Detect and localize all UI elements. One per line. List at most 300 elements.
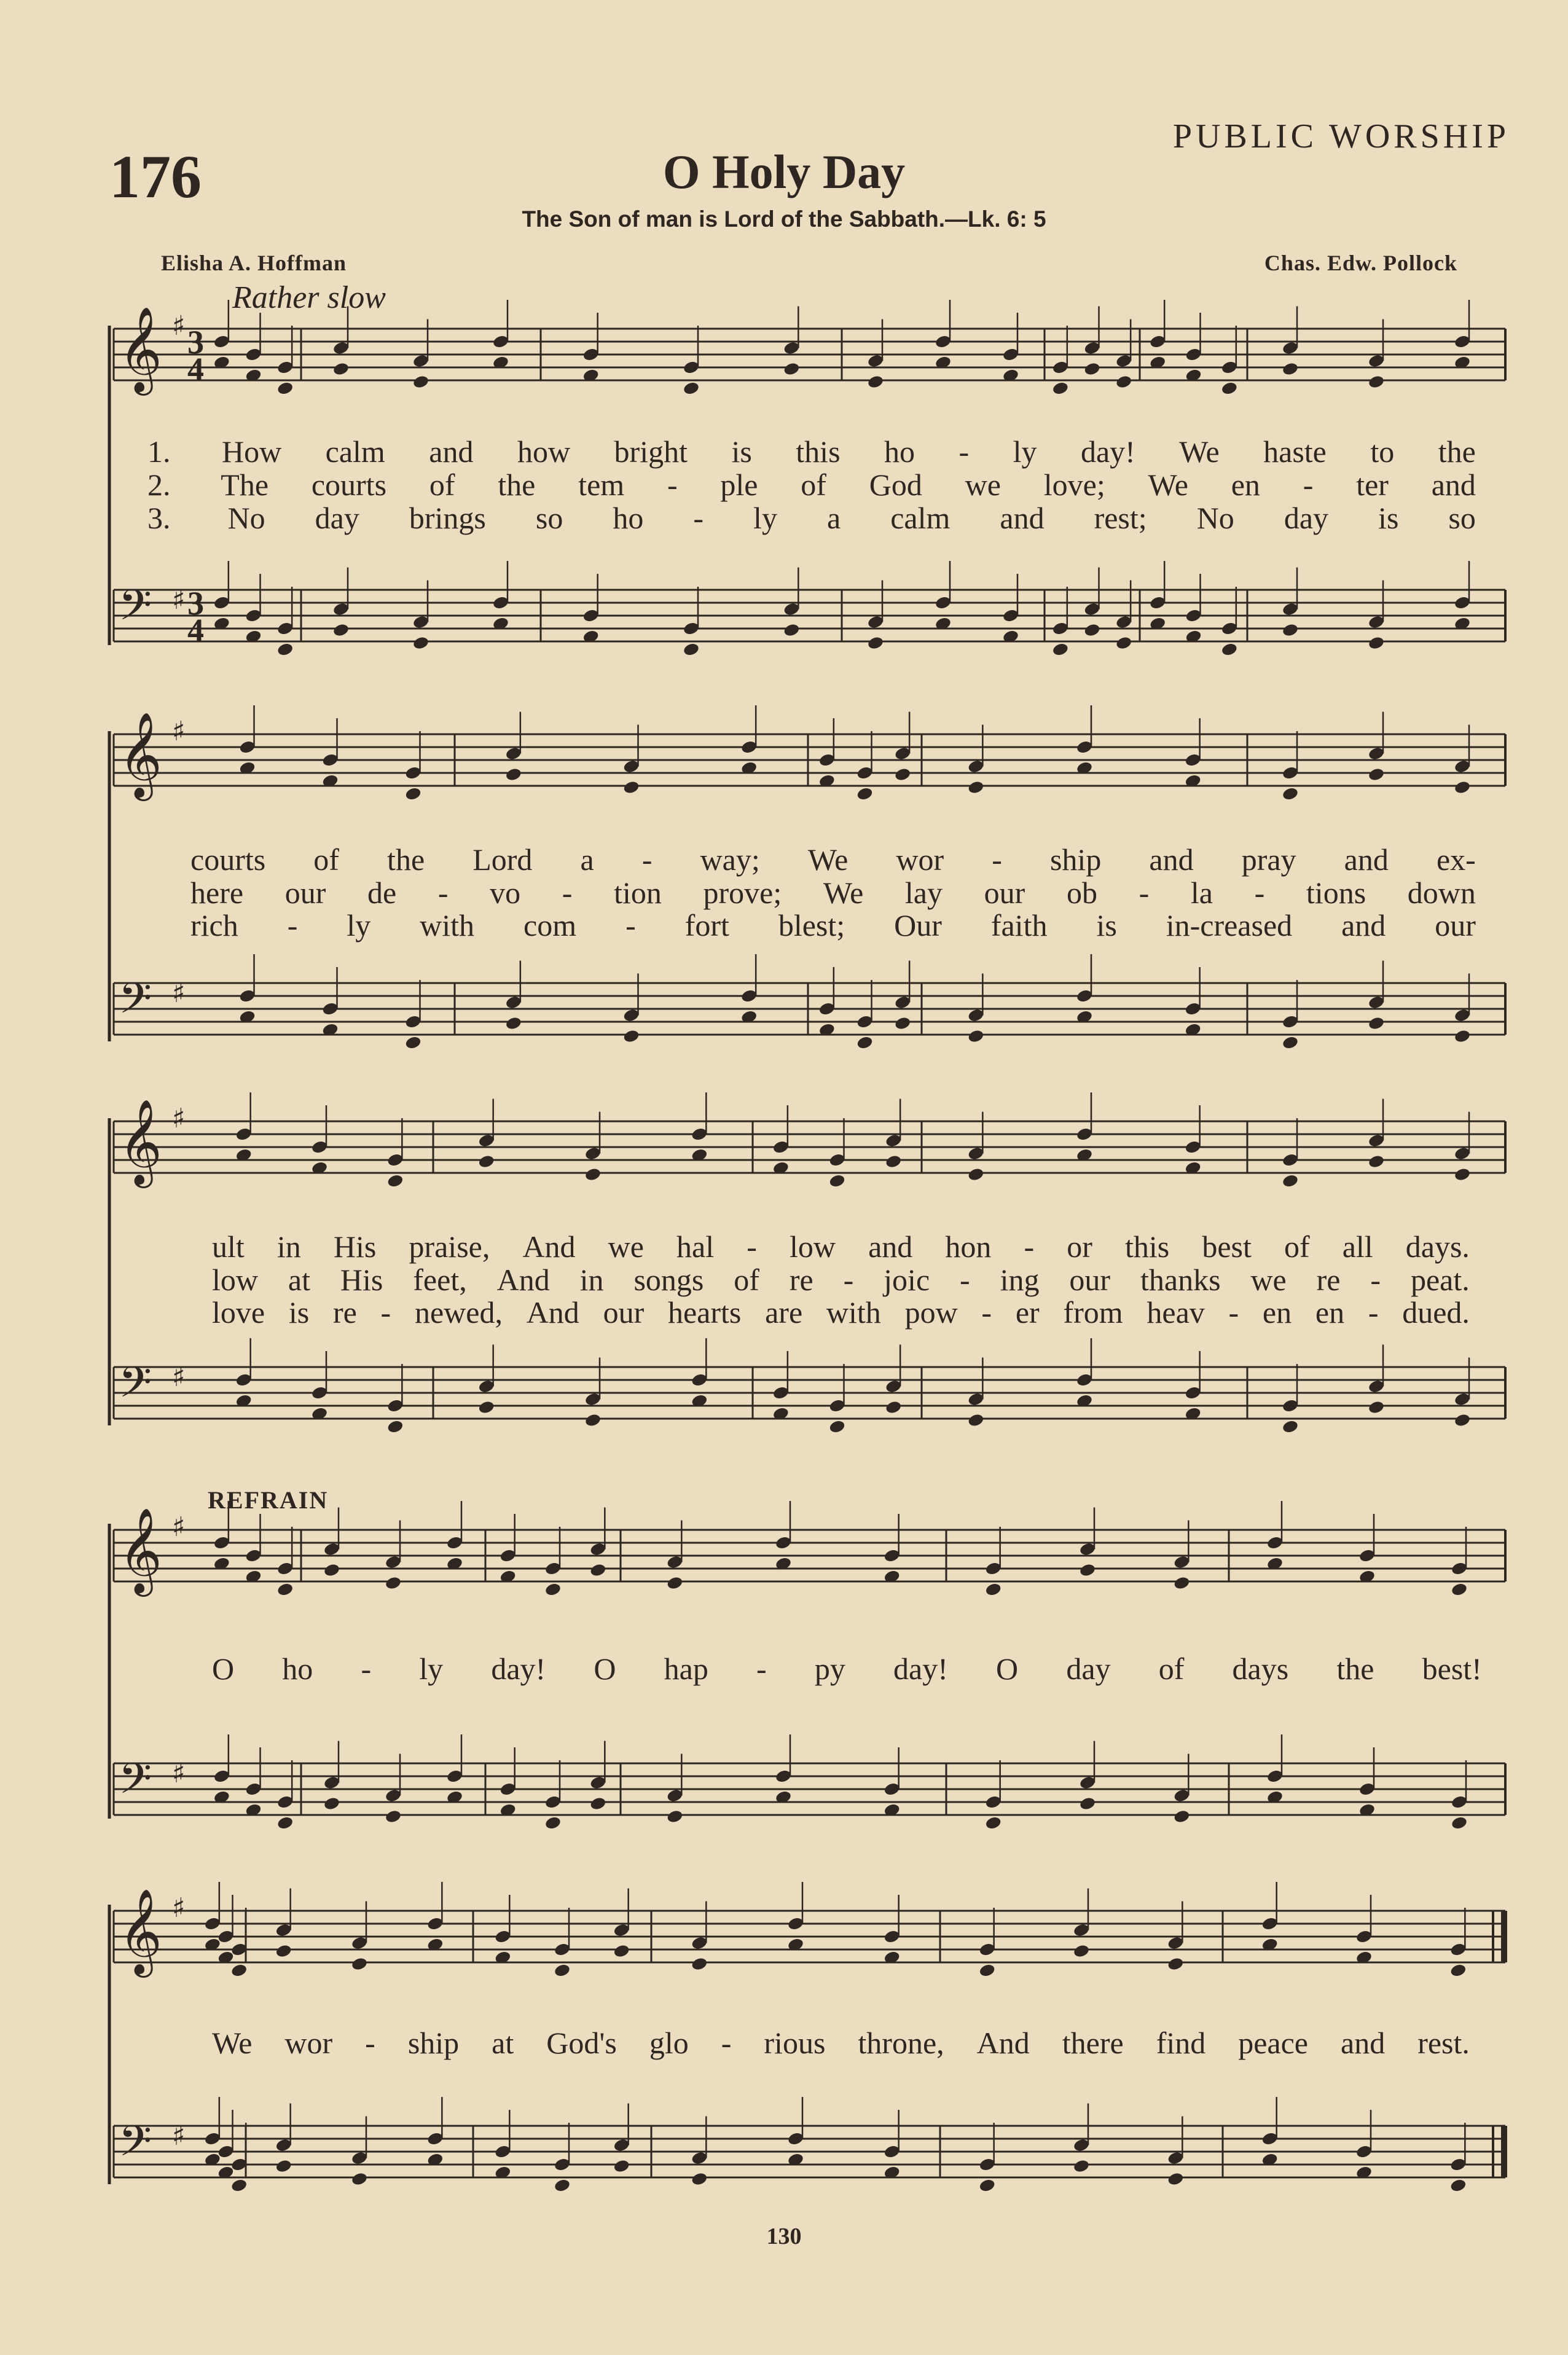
sharp-icon: ♯ <box>172 978 186 1009</box>
lyric-syllable: faith <box>990 908 1048 942</box>
note-head <box>544 1816 562 1830</box>
lyric-line <box>190 907 1476 943</box>
note-head <box>275 1943 292 1958</box>
lyric-syllable: joic <box>884 1263 930 1297</box>
lyric-syllable: We <box>823 876 864 910</box>
note-head <box>554 1963 571 1978</box>
lyric-syllable: ho <box>613 501 644 535</box>
note-head <box>1052 381 1069 396</box>
lyric-syllable: - <box>361 1652 372 1686</box>
lyric-syllable: our <box>1069 1263 1111 1297</box>
lyric-syllable: en <box>1262 1295 1292 1330</box>
note-head <box>1282 1174 1299 1188</box>
lyric-syllable: And <box>526 1295 579 1330</box>
time-signature: 3 <box>187 324 204 361</box>
note-head <box>1368 635 1385 650</box>
lyric-syllable: ship <box>407 2026 460 2060</box>
lyric-syllable: ho <box>884 434 915 469</box>
note-head <box>1282 1035 1299 1050</box>
lyric-syllable: - <box>287 908 298 942</box>
lyric-syllable: best! <box>1422 1652 1482 1686</box>
bass-clef-icon: 𝄢 <box>119 2116 152 2176</box>
note-head <box>613 2158 630 2173</box>
lyric-syllable: and <box>1431 468 1476 502</box>
note-head <box>1115 374 1132 389</box>
bass-clef-icon: 𝄢 <box>119 973 152 1033</box>
note-head <box>1221 642 1238 657</box>
lyric-syllable: or <box>1067 1229 1092 1264</box>
tempo-marking: Rather slow <box>232 280 386 315</box>
lyric-syllable: to <box>1370 434 1395 469</box>
note-head <box>967 1413 984 1427</box>
lyric-syllable: His <box>333 1229 377 1264</box>
lyric-syllable: - <box>562 876 573 910</box>
lyric-syllable: low <box>789 1229 836 1264</box>
note-head <box>984 1582 1002 1597</box>
lyric-syllable: with <box>420 908 475 942</box>
lyric-syllable: feet, <box>413 1263 467 1297</box>
lyric-syllable: haste <box>1263 434 1327 469</box>
lyric-syllable: of <box>429 468 455 502</box>
time-signature: 4 <box>187 612 204 649</box>
lyric-syllable: our <box>1435 908 1476 942</box>
lyric-syllable: thanks <box>1140 1263 1221 1297</box>
note-head <box>1079 1796 1096 1811</box>
note-head <box>1079 1562 1096 1577</box>
lyric-syllable: er <box>1015 1295 1040 1330</box>
note-head <box>1083 622 1100 637</box>
page-number: 130 <box>766 2224 802 2249</box>
lyric-syllable: - <box>981 1295 992 1330</box>
lyric-syllable: la <box>1190 876 1213 910</box>
note-head <box>828 1419 845 1434</box>
note-head <box>351 2171 368 2186</box>
lyric-syllable: the <box>498 468 536 502</box>
lyric-syllable: is <box>1378 501 1399 535</box>
lyric-syllable: His <box>340 1263 383 1297</box>
lyric-syllable: of <box>1158 1652 1185 1686</box>
lyric-syllable: - <box>1368 1295 1379 1330</box>
lyric-syllable: We <box>1148 468 1188 502</box>
lyric-syllable: at <box>288 1263 310 1297</box>
note-head <box>584 1167 602 1181</box>
lyric-syllable: hon <box>945 1229 992 1264</box>
note-head <box>783 622 800 637</box>
lyric-syllable: and <box>1149 842 1194 877</box>
bass-clef-icon: 𝄢 <box>119 580 152 640</box>
lyric-syllable: heav <box>1147 1295 1205 1330</box>
note-head <box>276 1816 294 1830</box>
treble-clef-icon: 𝄞 <box>119 1508 162 1593</box>
note-head <box>1368 767 1385 782</box>
note-head <box>978 1963 995 1978</box>
note-head <box>404 1035 421 1050</box>
lyric-syllable: in <box>276 1229 301 1264</box>
note-head <box>1073 2158 1090 2173</box>
lyric-syllable: throne, <box>858 2026 944 2060</box>
note-head <box>885 1400 902 1414</box>
lyric-syllable: love <box>212 1295 265 1330</box>
refrain-label: REFRAIN <box>208 1486 329 1514</box>
note-head <box>1368 1016 1385 1030</box>
lyric-syllable: down <box>1407 876 1476 910</box>
lyric-syllable: lay <box>904 876 943 910</box>
note-head <box>894 1016 911 1030</box>
note-head <box>584 1413 602 1427</box>
lyricist-credit: Elisha A. Hoffman <box>161 251 347 275</box>
lyric-syllable: are <box>765 1295 803 1330</box>
lyric-syllable: and <box>429 434 474 469</box>
lyric-syllable: tions <box>1306 876 1366 910</box>
lyric-syllable: and <box>1000 501 1045 535</box>
note-head <box>276 381 294 396</box>
lyric-syllable: praise, <box>409 1229 490 1264</box>
lyric-syllable: And <box>522 1229 576 1264</box>
lyric-syllable: ob <box>1066 876 1097 910</box>
note-head <box>691 2171 708 2186</box>
lyric-syllable: rich <box>190 908 238 942</box>
note-head <box>386 1174 404 1188</box>
lyric-line <box>212 1262 1470 1298</box>
lyric-syllable: We <box>807 842 849 877</box>
lyric-syllable: Our <box>894 908 942 942</box>
lyric-syllable: low <box>212 1263 258 1297</box>
scripture-reference: The Son of man is Lord of the Sabbath.—Lk. 6: 5 <box>522 206 1046 232</box>
lyric-syllable: And <box>496 1263 550 1297</box>
note-head <box>828 1174 845 1188</box>
lyric-syllable: ex- <box>1436 842 1476 877</box>
lyric-syllable: rious <box>764 2026 826 2060</box>
note-head <box>1368 1154 1385 1169</box>
note-head <box>1282 622 1299 637</box>
lyric-syllable: Lord <box>472 842 533 877</box>
note-head <box>1167 2171 1184 2186</box>
lyric-syllable: wor <box>896 842 944 877</box>
lyric-syllable: we <box>608 1229 644 1264</box>
lyric-syllable: so <box>535 501 563 535</box>
note-head <box>276 1582 294 1597</box>
lyric-syllable: newed, <box>414 1295 503 1330</box>
lyric-syllable: in <box>579 1263 604 1297</box>
lyric-line <box>147 467 1476 503</box>
lyric-syllable: day! <box>1080 434 1135 469</box>
lyric-syllable: day <box>1066 1652 1111 1686</box>
lyric-line <box>212 2025 1470 2061</box>
lyric-syllable: and <box>1344 842 1389 877</box>
lyric-syllable: fort <box>684 908 729 942</box>
composer-credit: Chas. Edw. Pollock <box>1264 251 1457 275</box>
note-head <box>323 1796 340 1811</box>
lyric-syllable: so <box>1448 501 1476 535</box>
lyric-syllable: way; <box>700 842 760 877</box>
lyric-syllable: our <box>984 876 1025 910</box>
lyric-syllable: O <box>212 1652 235 1686</box>
hymn-title: O Holy Day <box>662 145 906 198</box>
lyric-syllable: ly <box>1013 434 1037 469</box>
verse-number: 1. <box>147 434 171 469</box>
lyric-syllable: day! <box>491 1652 546 1686</box>
note-head <box>666 1575 683 1590</box>
note-head <box>351 1956 368 1971</box>
lyric-syllable: God <box>869 468 922 502</box>
note-head <box>332 361 350 376</box>
lyric-syllable: hearts <box>667 1295 742 1330</box>
note-head <box>1173 1809 1190 1824</box>
note-head <box>544 1582 562 1597</box>
lyric-syllable: com <box>523 908 577 942</box>
note-head <box>967 780 984 794</box>
treble-clef-icon: 𝄞 <box>119 1099 162 1185</box>
time-signature: 4 <box>187 351 204 388</box>
lyric-syllable: - <box>1024 1229 1035 1264</box>
note-head <box>332 622 350 637</box>
note-head <box>589 1796 606 1811</box>
note-head <box>867 374 884 389</box>
note-head <box>1282 361 1299 376</box>
lyric-syllable: here <box>190 876 244 910</box>
lyric-syllable: The <box>221 468 269 502</box>
lyric-syllable: - <box>1254 876 1265 910</box>
note-head <box>967 1167 984 1181</box>
lyric-syllable: - <box>667 468 678 502</box>
lyric-syllable: dued. <box>1402 1295 1470 1330</box>
sharp-icon: ♯ <box>172 1511 186 1543</box>
lyric-line <box>212 1295 1470 1330</box>
note-head <box>554 2178 571 2193</box>
lyric-syllable: pray <box>1241 842 1296 877</box>
lyric-syllable: How <box>221 434 282 469</box>
lyric-syllable: ter <box>1356 468 1389 502</box>
lyric-syllable: We <box>212 2026 253 2060</box>
bass-clef-icon: 𝄢 <box>119 1357 152 1417</box>
lyric-syllable: is <box>1096 908 1117 942</box>
lyric-syllable: peace <box>1238 2026 1309 2060</box>
note-head <box>1073 1943 1090 1958</box>
lyric-syllable: all <box>1342 1229 1373 1264</box>
treble-clef-icon: 𝄞 <box>119 307 162 392</box>
lyric-syllable: is <box>731 434 752 469</box>
lyric-syllable: And <box>976 2026 1030 2060</box>
note-head <box>589 1562 606 1577</box>
note-head <box>323 1562 340 1577</box>
lyric-syllable: - <box>625 908 636 942</box>
lyric-syllable: hap <box>664 1652 708 1686</box>
note-head <box>894 767 911 782</box>
lyric-syllable: of <box>313 842 339 877</box>
note-head <box>1449 1963 1467 1978</box>
note-head <box>984 1816 1002 1830</box>
lyric-syllable: we <box>965 468 1001 502</box>
lyric-line <box>190 842 1476 877</box>
note-head <box>1454 1167 1471 1181</box>
note-head <box>276 642 294 657</box>
lyric-syllable: en <box>1315 1295 1345 1330</box>
note-head <box>230 1963 248 1978</box>
lyric-syllable: from <box>1063 1295 1123 1330</box>
lyric-syllable: ship <box>1049 842 1102 877</box>
lyric-syllable: tion <box>614 876 662 910</box>
note-head <box>978 2178 995 2193</box>
note-head <box>1454 780 1471 794</box>
lyric-syllable: ho <box>282 1652 313 1686</box>
lyric-syllable: day <box>315 501 359 535</box>
lyric-syllable: vo <box>490 876 521 910</box>
note-head <box>622 780 640 794</box>
lyric-syllable: and <box>1341 2026 1386 2060</box>
lyric-syllable: at <box>492 2026 514 2060</box>
sharp-icon: ♯ <box>172 1758 186 1789</box>
lyric-syllable: py <box>814 1652 845 1686</box>
lyric-syllable: calm <box>325 434 385 469</box>
note-head <box>683 381 700 396</box>
lyric-syllable: re <box>332 1295 357 1330</box>
lyric-syllable: hal <box>676 1229 715 1264</box>
note-head <box>505 1016 522 1030</box>
lyric-syllable: find <box>1156 2026 1206 2060</box>
lyric-syllable: of <box>734 1263 759 1297</box>
lyric-syllable: is <box>288 1295 310 1330</box>
lyric-syllable: there <box>1062 2026 1124 2060</box>
treble-clef-icon: 𝄞 <box>119 1889 162 1974</box>
lyric-syllable: and <box>1341 908 1386 942</box>
lyric-syllable: ple <box>720 468 758 502</box>
lyric-syllable: - <box>1370 1263 1381 1297</box>
note-head <box>1454 1413 1471 1427</box>
note-head <box>385 1575 402 1590</box>
note-head <box>412 635 429 650</box>
lyric-syllable: courts <box>311 468 387 502</box>
lyric-syllable: ly <box>347 908 371 942</box>
lyric-syllable: - <box>380 1295 391 1330</box>
sharp-icon: ♯ <box>172 2120 186 2152</box>
lyric-syllable: in-creased <box>1166 908 1293 942</box>
note-head <box>885 1154 902 1169</box>
note-head <box>1052 642 1069 657</box>
lyric-syllable: pow <box>904 1295 958 1330</box>
note-head <box>1282 786 1299 801</box>
note-head <box>1451 1582 1468 1597</box>
lyric-syllable: - <box>843 1263 854 1297</box>
note-head <box>1083 361 1100 376</box>
lyric-line <box>147 434 1476 469</box>
note-head <box>967 1029 984 1043</box>
lyric-syllable: of <box>1284 1229 1310 1264</box>
sharp-icon: ♯ <box>172 1362 186 1393</box>
lyric-syllable: - <box>437 876 449 910</box>
lyric-syllable: calm <box>890 501 951 535</box>
treble-clef-icon: 𝄞 <box>119 712 162 797</box>
lyric-syllable: God's <box>546 2026 617 2060</box>
sharp-icon: ♯ <box>172 310 186 342</box>
lyric-syllable: day! <box>893 1652 948 1686</box>
sharp-icon: ♯ <box>172 1892 186 1924</box>
time-signature: 3 <box>187 585 204 622</box>
lyric-syllable: the <box>1438 434 1476 469</box>
note-head <box>230 2178 248 2193</box>
lyric-syllable: of <box>801 468 826 502</box>
lyric-syllable: glo <box>649 2026 689 2060</box>
note-head <box>683 642 700 657</box>
note-head <box>404 786 421 801</box>
note-head <box>386 1419 404 1434</box>
lyric-syllable: - <box>958 434 970 469</box>
lyric-syllable: love; <box>1043 468 1105 502</box>
note-head <box>1451 1816 1468 1830</box>
lyric-syllable: ult <box>212 1229 245 1264</box>
lyric-syllable: a <box>826 501 841 535</box>
lyric-syllable: day <box>1284 501 1329 535</box>
lyric-line <box>147 500 1476 536</box>
lyric-syllable: peat. <box>1410 1263 1470 1297</box>
note-head <box>1449 2178 1467 2193</box>
note-head <box>856 1035 873 1050</box>
note-head <box>1221 381 1238 396</box>
lyric-syllable: blest; <box>778 908 845 942</box>
verse-number: 2. <box>147 468 171 502</box>
lyric-syllable: rest. <box>1417 2026 1470 2060</box>
note-head <box>412 374 429 389</box>
lyric-syllable: we <box>1250 1263 1287 1297</box>
lyric-syllable: tem <box>578 468 625 502</box>
lyric-syllable: best <box>1202 1229 1252 1264</box>
note-head <box>867 635 884 650</box>
lyric-syllable: - <box>756 1652 767 1686</box>
note-head <box>1167 1956 1184 1971</box>
lyric-syllable: - <box>992 842 1002 877</box>
lyric-syllable: de <box>367 876 397 910</box>
lyric-syllable: - <box>365 2026 375 2060</box>
lyric-syllable: the <box>1336 1652 1374 1686</box>
lyric-line <box>212 1229 1470 1264</box>
note-head <box>275 2158 292 2173</box>
lyric-line <box>212 1651 1482 1687</box>
lyric-syllable: We <box>1179 434 1220 469</box>
lyric-syllable: brings <box>409 501 486 535</box>
lyric-syllable: days <box>1232 1652 1289 1686</box>
note-head <box>1368 1400 1385 1414</box>
lyric-syllable: - <box>1303 468 1314 502</box>
note-head <box>385 1809 402 1824</box>
lyric-syllable: days. <box>1405 1229 1470 1264</box>
lyric-syllable: - <box>693 501 704 535</box>
note-head <box>1115 635 1132 650</box>
sharp-icon: ♯ <box>172 584 186 616</box>
lyric-syllable: ing <box>1000 1263 1040 1297</box>
lyric-syllable: en <box>1231 468 1260 502</box>
section-heading: PUBLIC WORSHIP <box>1172 117 1510 155</box>
note-head <box>613 1943 630 1958</box>
hymn-number: 176 <box>109 143 202 211</box>
lyric-syllable: with <box>826 1295 881 1330</box>
lyric-syllable: - <box>960 1263 970 1297</box>
note-head <box>1282 1419 1299 1434</box>
lyric-syllable: the <box>387 842 425 877</box>
lyric-syllable: - <box>721 2026 732 2060</box>
lyric-syllable: and <box>868 1229 913 1264</box>
lyric-syllable: how <box>517 434 571 469</box>
lyric-syllable: - <box>747 1229 757 1264</box>
lyric-syllable: courts <box>190 842 266 877</box>
lyric-syllable: bright <box>614 434 688 469</box>
lyric-syllable: our <box>603 1295 645 1330</box>
lyric-syllable: O <box>594 1652 616 1686</box>
lyric-syllable: wor <box>284 2026 333 2060</box>
note-head <box>783 361 800 376</box>
lyric-syllable: this <box>796 434 841 469</box>
lyric-syllable: re <box>1316 1263 1341 1297</box>
lyric-syllable: - <box>641 842 653 877</box>
bass-clef-icon: 𝄢 <box>119 1754 152 1814</box>
